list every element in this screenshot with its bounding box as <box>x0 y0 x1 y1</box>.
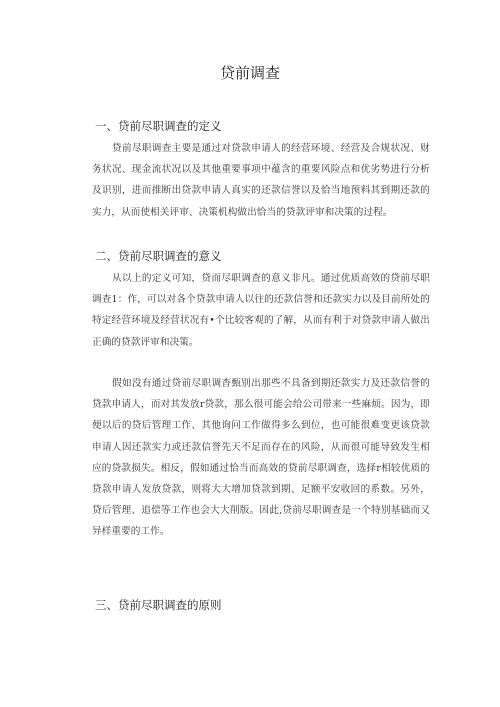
paragraph-significance-1: 从以上的定义可知，贷而尽职调查的意义非凡。通过优质高效的贷前尽职调查1：作，可以对各个贷款申请人以往的还款信誉和还款实力以及目前所处的特定经营环境及经营状况有•个比较客观的了解，从而有利于对贷款申请人做出正确的贷款评审和决策。 <box>92 273 430 348</box>
section-heading-significance: 二、贷前尽职调查的意义 <box>95 249 222 263</box>
document-title: 贷前调查 <box>219 64 280 82</box>
paragraph-definition: 贷前尽职调查主要是通过对贷款申请人的经营环境、经营及合规状况、财务状况、现金流状况以及其他重要事项中蕴含的重要风险点和优劣势进行分析及识别，进而推断出贷款申请人真实的还款信誉以及恰当地预料其到期还款的实力，从而使相关评审、决策机构做出恰当的贷款评审和决策的过程。 <box>92 143 430 218</box>
section-heading-principles: 三、贷前尽职调查的原则 <box>95 598 222 612</box>
paragraph-significance-2: 假如没有通过贷前尽职调杳甄别出那些不具备到期还款实力及还款信誉的贷款申请人，而对其发放r贷款，那么很可能会给公司带来一些麻烦。因为，即便以后的贷后管理工作、其他询问工作做得多么到位，也可能很难变更该贷款申请人因还款实力或还款信誉先天不足而存在的风险，从而很可能导致发生相应的贷款损失。相反，假如通过恰当而高效的贷前尽职调查，选择r相较优质的贷款申请人发放贷款，则将大大增加贷款到期、足额平安收回的系数。另外，贷后管理、追偿等工作也会大大削版。因此,贷前尽职调查是一个特别基础而又异样重要的工作。 <box>92 378 430 538</box>
section-heading-definition: 一、贷前尽职调查的定义 <box>95 119 222 133</box>
